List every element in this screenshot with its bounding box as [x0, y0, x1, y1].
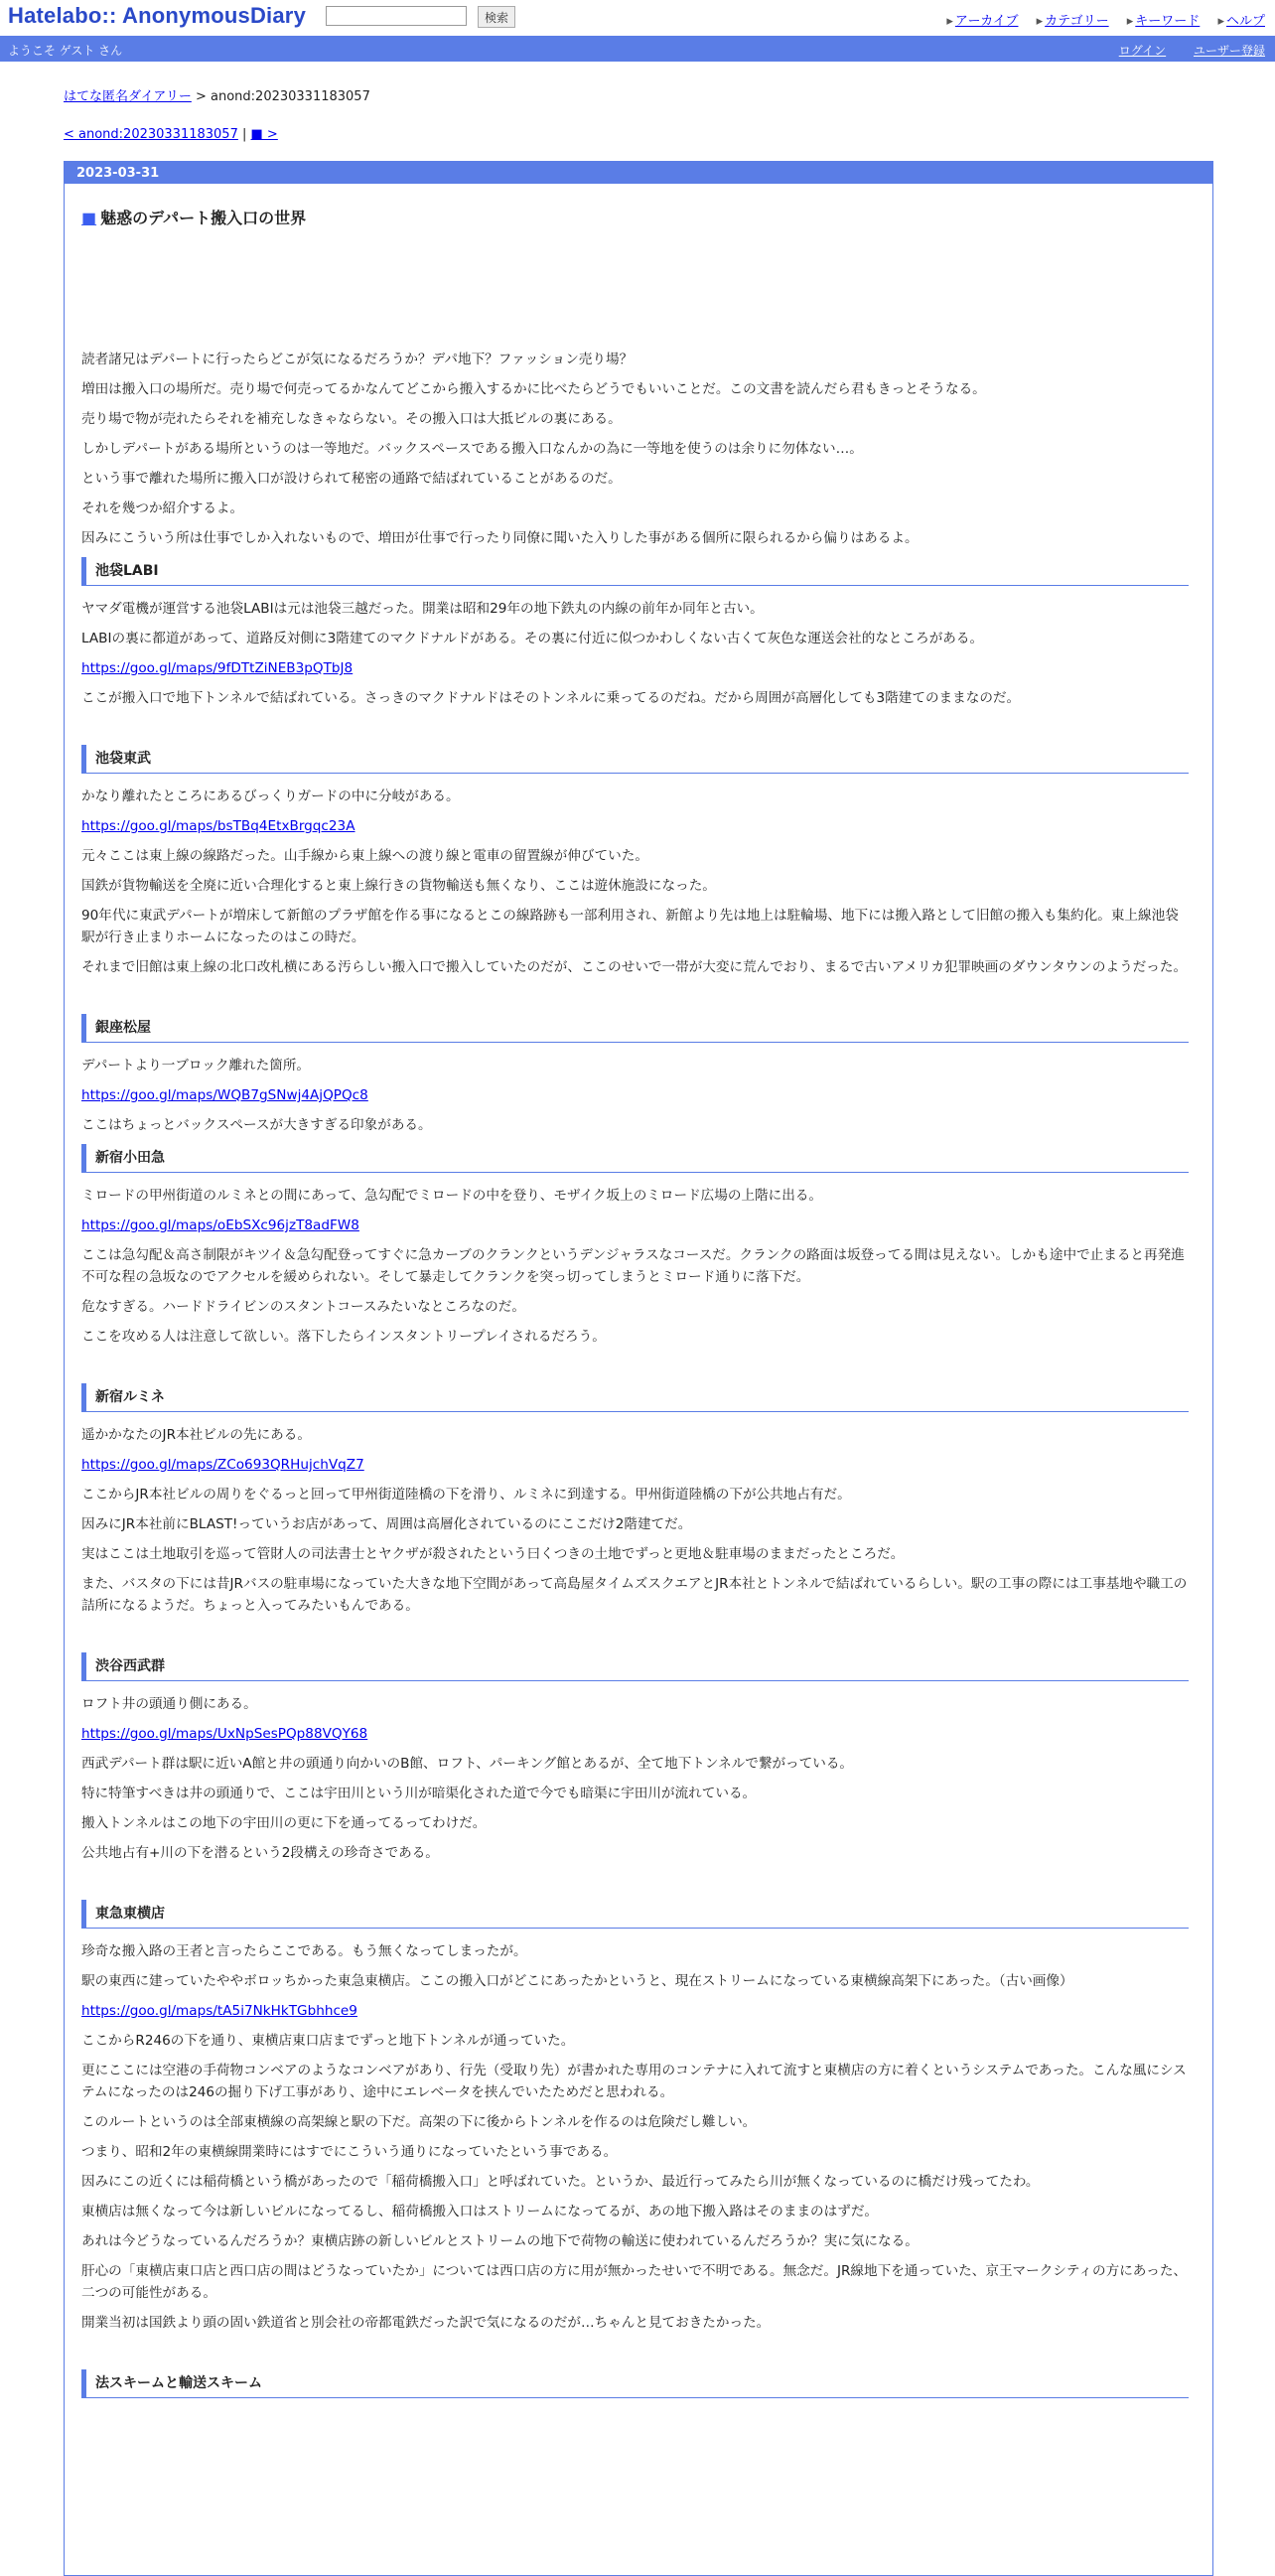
- link-paragraph: [81, 2000, 1189, 2022]
- paragraph: 更にここには空港の手荷物コンベアのようなコンベアがあり、行先（受取り先）が書かれた専用のコンテナに入れて流すと東横店の方に着くというシステムであった。こんな風にシステムになったのは246の掘り下げ工事があり、途中にエレベータを挟んでいたためだと思われる。: [81, 2063, 1187, 2100]
- paragraph: 元々ここは東上線の線路だった。山手線から東上線への渡り線と電車の留置線が伸びていた。: [81, 848, 648, 864]
- paragraph: ここからR246の下を通り、東横店東口店までずっと地下トンネルが通っていた。: [81, 2033, 575, 2049]
- entry-body: [81, 349, 1189, 2410]
- breadcrumb-separator: >: [191, 89, 212, 104]
- map-link[interactable]: https://goo.gl/maps/UxNpSesPQp88VQY68: [81, 1726, 368, 1742]
- paragraph: 因みにこの近くには稲荷橋という橋があったので「稲荷橋搬入口」と呼ばれていた。というか、最近行ってみたら川が無くなっているのに橋だけ残ってたわ。: [81, 2174, 1040, 2190]
- paragraph: あれは今どうなっているんだろうか？東横店跡の新しいビルとストリームの地下で荷物の輸送に使われているんだろうか？実に気になる。: [81, 2233, 919, 2249]
- welcome-text: ようこそ ゲスト さん: [8, 44, 123, 58]
- paragraph: つまり、昭和2年の東横線開業時にはすでにこういう通りになっていたという事である。: [81, 2144, 618, 2160]
- section-heading: 東急東横店: [81, 1900, 1189, 1929]
- paragraph: ここはちょっとバックスペースが大きすぎる印象がある。: [81, 1117, 432, 1133]
- paragraph: 90年代に東武デパートが増床して新館のプラザ館を作る事になるとこの線路跡も一部利用され、新館より先は地上は駐輪場、地下には搬入路として旧館の搬入も集約化。東上線池袋駅が行き止まりホームになったのはこの時だ。: [81, 908, 1179, 945]
- map-link[interactable]: https://goo.gl/maps/bsTBq4EtxBrgqc23A: [81, 818, 355, 834]
- section-heading: 池袋東武: [81, 745, 1189, 774]
- paragraph: 搬入トンネルはこの地下の宇田川の更に下を通ってるってわけだ。: [81, 1815, 487, 1831]
- search-input[interactable]: [326, 6, 467, 26]
- link-paragraph: [81, 1215, 1189, 1236]
- breadcrumb-home[interactable]: はてな匿名ダイアリー: [64, 89, 192, 104]
- section-heading: 銀座松屋: [81, 1014, 1189, 1043]
- paragraph: 危なすぎる。ハードドライビンのスタントコースみたいなところなのだ。: [81, 1299, 525, 1315]
- map-link[interactable]: https://goo.gl/maps/tA5i7NkHkTGbhhce9: [81, 2003, 357, 2019]
- paragraph: このルートというのは全部東横線の高架線と駅の下だ。高架の下に後からトンネルを作るのは危険だし難しい。: [81, 2114, 757, 2130]
- paragraph: 因みにJR本社前にBLAST!っていうお店があって、周囲は高層化されているのにここだけ2階建てだ。: [81, 1516, 692, 1532]
- paragraph: 特に特筆すべきは井の頭通りで、ここは宇田川という川が暗渠化された道で今でも暗渠に宇田川が流れている。: [81, 1786, 757, 1801]
- pager-separator: |: [237, 127, 251, 142]
- link-paragraph: [81, 815, 1189, 837]
- link-paragraph: [81, 657, 1189, 679]
- nav-keyword[interactable]: ▸ キーワード: [1127, 14, 1201, 29]
- nav-archive[interactable]: ▸ アーカイブ: [946, 14, 1018, 29]
- pager: [64, 127, 278, 142]
- link-paragraph: [81, 1723, 1189, 1745]
- paragraph: 駅の東西に建っていたややボロッちかった東急東横店。ここの搬入口がどこにあったかというと、現在ストリームになっている東横線高架下にあった。（古い画像）: [81, 1973, 1073, 1989]
- paragraph: 開業当初は国鉄より頭の固い鉄道省と別会社の帝都電鉄だった訳で気になるのだが…ちゃんと見ておきたかった。: [81, 2315, 771, 2331]
- paragraph: 西武デパート群は駅に近いA館と井の頭通り向かいのB館、ロフト、パーキング館とあるが、全て地下トンネルで繋がっている。: [81, 1756, 854, 1772]
- map-link[interactable]: https://goo.gl/maps/9fDTtZiNEB3pQTbJ8: [81, 660, 354, 676]
- paragraph: また、バスタの下には昔JRバスの駐車場になっていた大きな地下空間があって高島屋タイムズスクエアとJR本社とトンネルで結ばれているらしい。駅の工事の際には工事基地や職工の詰所になるようだ。ちょっと入ってみたいもんである。: [81, 1576, 1188, 1614]
- paragraph: 実はここは土地取引を巡って管財人の司法書士とヤクザが殺されたという曰くつきの土地でずっと更地＆駐車場のままだったところだ。: [81, 1546, 905, 1562]
- day-box: [64, 161, 1213, 2576]
- register-link[interactable]: ユーザー登録: [1193, 44, 1265, 58]
- section-heading: 新宿ルミネ: [81, 1383, 1189, 1412]
- map-link[interactable]: https://goo.gl/maps/ZCo693QRHujchVqZ7: [81, 1457, 364, 1473]
- paragraph: ここは急勾配＆高さ制限がキツイ＆急勾配登ってすぐに急カーブのクランクというデンジャラスなコースだ。クランクの路面は坂登ってる間は見えない。しかも途中で止まると再発進不可な程の急坂なのでアクセルを緩められない。そして暴走してクランクを突っ切ってしまうとミロード通りに落下だ。: [81, 1247, 1185, 1285]
- paragraph: ここが搬入口で地下トンネルで結ばれている。さっきのマクドナルドはそのトンネルに乗ってるのだね。だから周囲が高層化しても3階建てのままなのだ。: [81, 690, 1021, 706]
- paragraph: LABIの裏に都道があって、道路反対側に3階建てのマクドナルドがある。その裏に付近に似つかわしくない古くて灰色な運送会社的なところがある。: [81, 631, 984, 646]
- nav-help[interactable]: ▸ ヘルプ: [1217, 14, 1265, 29]
- paragraph: それまで旧館は東上線の北口改札横にある汚らしい搬入口で搬入していたのだが、ここのせいで一帯が大変に荒んでおり、まるで古いアメリカ犯罪映画のダウンタウンのようだった。: [81, 959, 1188, 975]
- section-heading: 渋谷西武群: [81, 1652, 1189, 1681]
- site-logo[interactable]: Hatelabo:: AnonymousDiary: [8, 3, 307, 28]
- nav-category[interactable]: ▸ カテゴリー: [1037, 14, 1109, 29]
- section-heading: 新宿小田急: [81, 1144, 1189, 1173]
- section-heading: 池袋LABI: [81, 557, 1189, 586]
- paragraph: 珍奇な搬入路の王者と言ったらここである。もう無くなってしまったが。: [81, 1943, 527, 1959]
- breadcrumb: [64, 85, 370, 104]
- paragraph: ミロードの甲州街道のルミネとの間にあって、急勾配でミロードの中を登り、モザイク坂上のミロード広場の上階に出る。: [81, 1188, 823, 1204]
- section-heading: 法スキームと輸送スキーム: [81, 2369, 1189, 2398]
- paragraph: 国鉄が貨物輸送を全廃に近い合理化すると東上線行きの貨物輸送も無くなり、ここは遊休施設になった。: [81, 878, 716, 894]
- paragraph: 公共地占有+川の下を潜るという2段構えの珍奇さである。: [81, 1845, 439, 1861]
- paragraph: デパートより一ブロック離れた箇所。: [81, 1058, 311, 1073]
- paragraph: ここを攻める人は注意して欲しい。落下したらインスタントリープレイされるだろう。: [81, 1329, 606, 1345]
- paragraph: 読者諸兄はデパートに行ったらどこが気になるだろうか？デパ地下？ファッション売り場？: [81, 352, 634, 367]
- entry-title-text: 魅惑のデパート搬入口の世界: [100, 209, 307, 227]
- paragraph: ロフト井の頭通り側にある。: [81, 1696, 257, 1712]
- paragraph: 肝心の「東横店東口店と西口店の間はどうなっていたか」については西口店の方に用が無かったせいで不明である。無念だ。JR線地下を通っていた、京王マークシティの方にあった、二つの可能性がある。: [81, 2263, 1188, 2301]
- map-link[interactable]: https://goo.gl/maps/WQB7gSNwj4AjQPQc8: [81, 1087, 368, 1103]
- next-entry-link[interactable]: ■ >: [250, 127, 278, 142]
- paragraph: かなり離れたところにあるびっくりガードの中に分岐がある。: [81, 788, 460, 804]
- paragraph: それを幾つか紹介するよ。: [81, 501, 244, 516]
- day-date: 2023-03-31: [65, 162, 1212, 184]
- search-button[interactable]: 検索: [478, 6, 515, 28]
- paragraph: しかしデパートがある場所というのは一等地だ。バックスペースである搬入口なんかの為に一等地を使うのは余りに勿体ない…。: [81, 441, 863, 457]
- paragraph: 売り場で物が売れたらそれを補充しなきゃならない。その搬入口は大抵ビルの裏にある。: [81, 411, 622, 427]
- link-paragraph: [81, 1084, 1189, 1106]
- paragraph: 東横店は無くなって今は新しいビルになってるし、稲荷橋搬入口はストリームになってるが、あの地下搬入路はそのままのはずだ。: [81, 2204, 879, 2219]
- paragraph: 因みにこういう所は仕事でしか入れないもので、増田が仕事で行ったり同僚に聞いた入りした事がある個所に限られるから偏りはあるよ。: [81, 530, 919, 546]
- top-nav: [932, 10, 1265, 29]
- user-bar: [0, 36, 1275, 62]
- paragraph: ここからJR本社ビルの周りをぐるっと回って甲州街道陸橋の下を滑り、ルミネに到達する。甲州街道陸橋の下が公共地占有だ。: [81, 1487, 851, 1503]
- link-paragraph: [81, 1454, 1189, 1476]
- paragraph: ヤマダ電機が運営する池袋LABIは元は池袋三越だった。開業は昭和29年の地下鉄丸の内線の前年か同年と古い。: [81, 601, 764, 617]
- entry-permalink-icon[interactable]: ■: [81, 209, 97, 227]
- breadcrumb-current: anond:20230331183057: [211, 89, 370, 104]
- top-bar: [0, 0, 1275, 36]
- paragraph: という事で離れた場所に搬入口が設けられて秘密の通路で結ばれていることがあるのだ。: [81, 471, 622, 487]
- paragraph: 増田は搬入口の場所だ。売り場で何売ってるかなんてどこから搬入するかに比べたらどうでもいいことだ。この文書を読んだら君もきっとそうなる。: [81, 381, 986, 397]
- login-link[interactable]: ログイン: [1118, 44, 1167, 58]
- paragraph: 遥かかなたのJR本社ビルの先にある。: [81, 1427, 311, 1443]
- entry-title: [81, 206, 306, 228]
- prev-entry-link[interactable]: < anond:20230331183057: [64, 127, 238, 142]
- map-link[interactable]: https://goo.gl/maps/oEbSXc96jzT8adFW8: [81, 1217, 359, 1233]
